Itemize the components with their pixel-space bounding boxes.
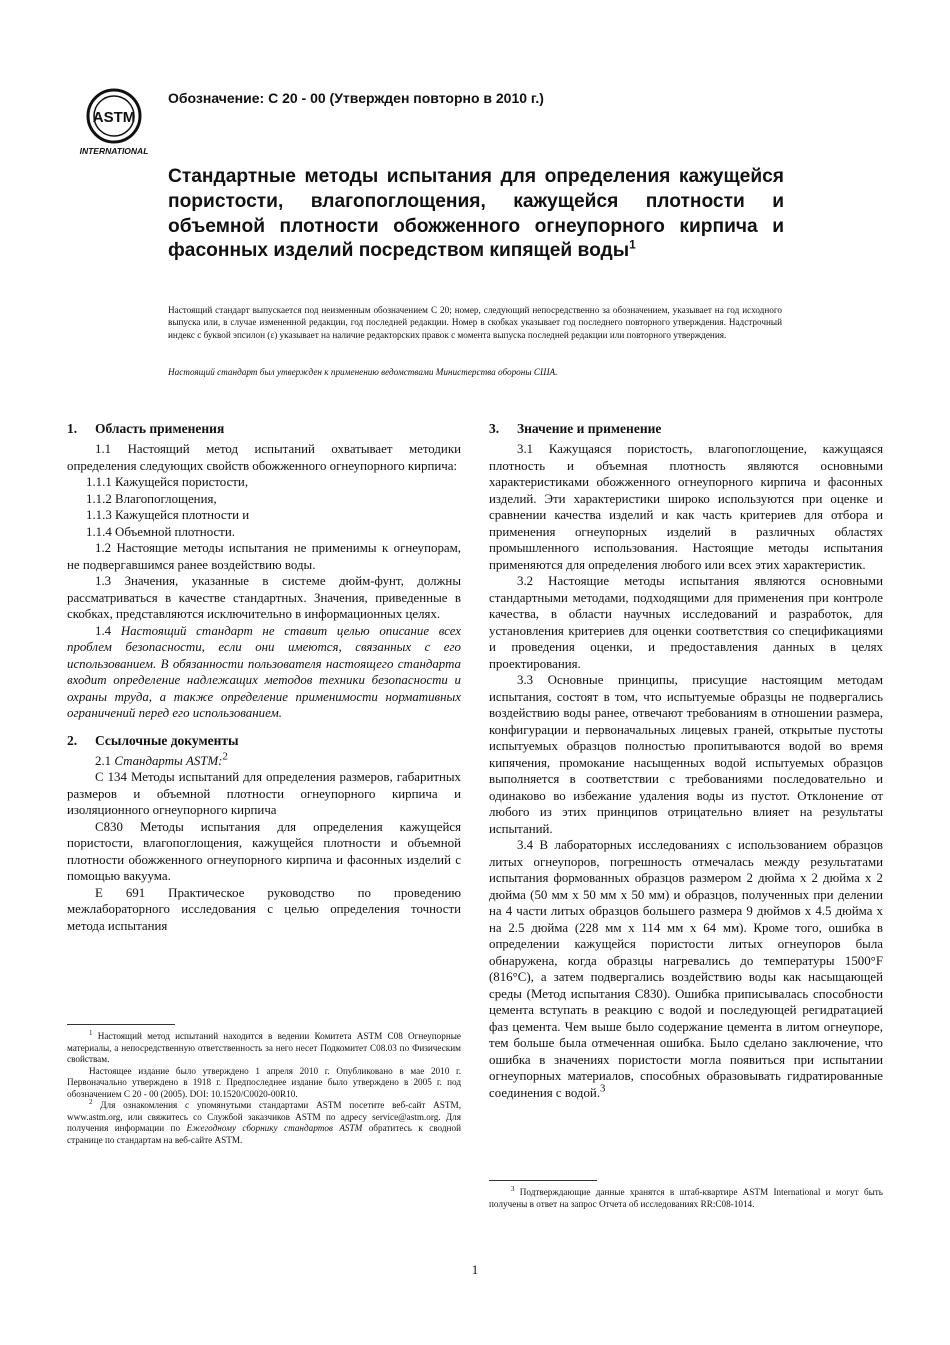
paragraph-1-4	[67, 623, 461, 722]
footnote-rule	[489, 1180, 597, 1181]
section-3-number: 3.	[489, 421, 500, 436]
section-3-heading	[489, 420, 883, 437]
reference-e691: E 691 Практическое руководство по проведению межлабораторного исследования с целью определения точности метода испытания	[67, 885, 461, 933]
footnote-1-text: Настоящий метод испытаний находится в ведении Комитета ASTM C08 Огнеупорные материалы, а непосредственную ответственность за него несет Подкомитет C08.03 по Физическим свойствам.	[67, 1031, 462, 1064]
footnote-2-mark: 2	[89, 1097, 93, 1106]
paragraph-3-1: 3.1 Кажущаяся пористость, влагопоглощение, кажущаяся плотность и объемная плотность являются основными характеристиками обожженного огнеупорного кирпича и фасонных изделий. Эти характеристики широко используются при оценке и сравнении качества изделий и как часть критериев для отбора и применения огнеупорных изделий в различных областях промышленного использования. Настоящие методы испытания применяются для определения любого или всех этих характеристик.	[489, 442, 883, 572]
paragraph-1-3: 1.3 Значения, указанные в системе дюйм-фунт, должны рассматриваться в качестве стандартных. Значения, приведенные в скобках, представляются исключительно в информационных целях.	[67, 574, 461, 621]
footnote-2-text-b: обратитесь к сводной странице по стандартам на веб-сайте ASTM.	[67, 1123, 461, 1145]
paragraph-3-2: 3.2 Настоящие методы испытания являются основными стандартными методами, подходящими для применения при контроле качества, в области научных исследований и разработок, для установления критериев для оценки соответствия со спецификациями и проведения оценки, и предоставления данных в целях проектирования.	[489, 574, 883, 671]
preamble: Настоящий стандарт выпускается под неизменным обозначением C 20; номер, следующий непосредственно за обозначением, указывает на год исходного выпуска или, в случае измененной редакции, год последней редакции. Номер в скобках указывает год последнего повторного утверждения. Надстрочный индекс с буквой эпсилон (ε) указывает на наличие редакторских правок с момента выпуска последней редакции или повторного утверждения.	[168, 305, 782, 340]
title-text: Стандартные методы испытания для определения кажущейся пористости, влагопоглощения, кажущейся плотности и объемной плотности обожженного огнеупорного кирпича и фасонных изделий посредством кипящей воды	[168, 166, 784, 262]
approval-note: Настоящий стандарт был утвержден к применению ведомствами Министерства обороны США.	[168, 367, 558, 377]
footnote-3	[489, 1184, 883, 1210]
section-2-title: Ссылочные документы	[95, 732, 239, 748]
section-1-number: 1.	[67, 421, 78, 436]
paragraph-1-2: 1.2 Настоящие методы испытания не применимы к огнеупорам, не подвергавшимся ранее воздействию воды.	[67, 541, 461, 572]
logo-text: ASTM	[92, 109, 136, 126]
page-number: 1	[471, 1262, 479, 1277]
logo-subtext: INTERNATIONAL	[79, 146, 149, 156]
reference-c134: C 134 Методы испытаний для определения размеров, габаритных размеров и объемной плотности огнеупорного кирпича и изоляционного огнеупорного кирпича	[67, 770, 461, 817]
section-3-title: Значение и применение	[517, 421, 662, 436]
footnote-2-text-a: Для ознакомления с упомянутыми стандартами ASTM посетите веб-сайт ASTM, www.astm.org, или свяжитесь со Службой заказчиков ASTM по адресу service@astm.org. Для получения информации по	[67, 1100, 461, 1133]
document-title	[168, 165, 784, 264]
paragraph-2-1-text: Стандарты ASTM:	[114, 753, 223, 768]
designation: Обозначение: C 20 - 00 (Утвержден повторно в 2010 г.)	[168, 90, 544, 106]
footnote-2-text-italic: Ежегодному сборнику стандартов ASTM	[186, 1123, 363, 1133]
astm-logo	[70, 86, 158, 158]
section-2-number: 2.	[67, 732, 78, 748]
section-1-title: Область применения	[95, 421, 225, 436]
footnotes-right	[489, 1180, 883, 1210]
reference-c830: C830 Методы испытания для определения кажущейся пористости, влагопоглощения, кажущейся плотности и объемной плотности обожженного огнеупорного кирпича и фасонных изделий с помощью вакуума.	[67, 819, 461, 883]
paragraph-1-1: 1.1 Настоящий метод испытаний охватывает методики определения следующих свойств обожженного огнеупорного кирпича:	[67, 442, 461, 473]
paragraph-3-3: 3.3 Основные принципы, присущие настоящим методам испытания, состоят в том, что испытуемые образцы не подвергались воздействию воды ранее, отвечают требованиям в отношении размера, конфигурации и первоначальных лицевых граней, открытые пустоты испытуемых образцов полностью пропитываются водой во время кипячения, промокание насыщенных водой испытуемых образцов выполняется в соответствии с требованиями последовательно и одинаково во избежание удаления воды из пустот. Отклонение от любого из этих принципов отрицательно влияет на результаты испытаний.	[489, 673, 883, 836]
footnote-2	[67, 1097, 461, 1146]
footnote-ref-2: 2	[222, 750, 228, 763]
footnotes-left	[67, 1024, 461, 1146]
footnote-1-edition: Настоящее издание было утверждено 1 апреля 2010 г. Опубликовано в мае 2010 г. Первоначально утверждено в 1918 г. Предпоследнее издание было утверждено в 2005 г. под обозначением C 20 - 00 (2005). DOI: 10.1520/C0020-00R10.	[67, 1065, 461, 1099]
paragraph-1-4-text: Настоящий стандарт не ставит целью описание всех проблем безопасности, если они имеются, связанных с его использованием. В обязанности пользователя настоящего стандарта входит определение надлежащих методов техники безопасности и охраны труда, а также определение применимости нормативных ограничений перед его использованием.	[67, 623, 461, 720]
paragraph-1-4-number: 1.4	[95, 623, 112, 638]
list-item-1-1-4: 1.1.4 Объемной плотности.	[86, 524, 235, 539]
right-column	[489, 420, 883, 1101]
section-1-heading	[67, 420, 461, 437]
section-2-heading	[67, 732, 461, 749]
paragraph-2-1-number: 2.1	[95, 753, 112, 768]
footnote-3-mark: 3	[511, 1184, 515, 1193]
list-item-1-1-2: 1.1.2 Влагопоглощения,	[86, 491, 217, 506]
footnote-rule	[67, 1024, 175, 1025]
left-column	[67, 420, 461, 934]
list-item-1-1-1: 1.1.1 Кажущейся пористости,	[86, 475, 249, 489]
footnote-1	[67, 1028, 462, 1066]
paragraph-3-4	[489, 837, 883, 1101]
footnote-ref-3: 3	[600, 1082, 606, 1095]
footnote-1-mark: 1	[89, 1028, 93, 1037]
list-item-1-1-3: 1.1.3 Кажущейся плотности и	[86, 508, 250, 522]
paragraph-3-4-text: 3.4 В лабораторных исследованиях с использованием образцов литых огнеупоров, погрешность отмечалась между результатами испытания формованных образцов размером 2 дюйма x 2 дюйма x 2 дюйма (50 мм x 50 мм x 50 мм) и образцов, полученных при делении на 4 части литых образцов большего размера 9 дюймов x 4.5 дюйма x на 2.5 дюйма (228 мм x 114 мм x 64 мм). Кроме того, ошибка в определении кажущейся пористости литых огнеупоров была обнаружена, когда образцы нагревались до температуры 1500°F (816°C), а затем подвергались воздействию воды как насыщающей среды (Метод испытания C830). Ошибка приписывалась способности цемента вступать в реакцию с водой и последующей регидратацией фаз цемента. Чем выше было содержание цемента в литом огнеупоре, тем больше была отмеченная ошибка. Было сделано заключение, что ошибка в значениях пористости могла появиться при испытании огнеупорных материалов, способных образовывать гидратированные соединения с водой.	[489, 838, 883, 1100]
paragraph-2-1	[67, 750, 461, 770]
title-footnote-mark: 1	[629, 238, 636, 252]
footnote-3-text: Подтверждающие данные хранятся в штаб-квартире ASTM International и могут быть получены в ответ на запрос Отчета об исследованиях RR:C08-1014.	[489, 1187, 883, 1209]
